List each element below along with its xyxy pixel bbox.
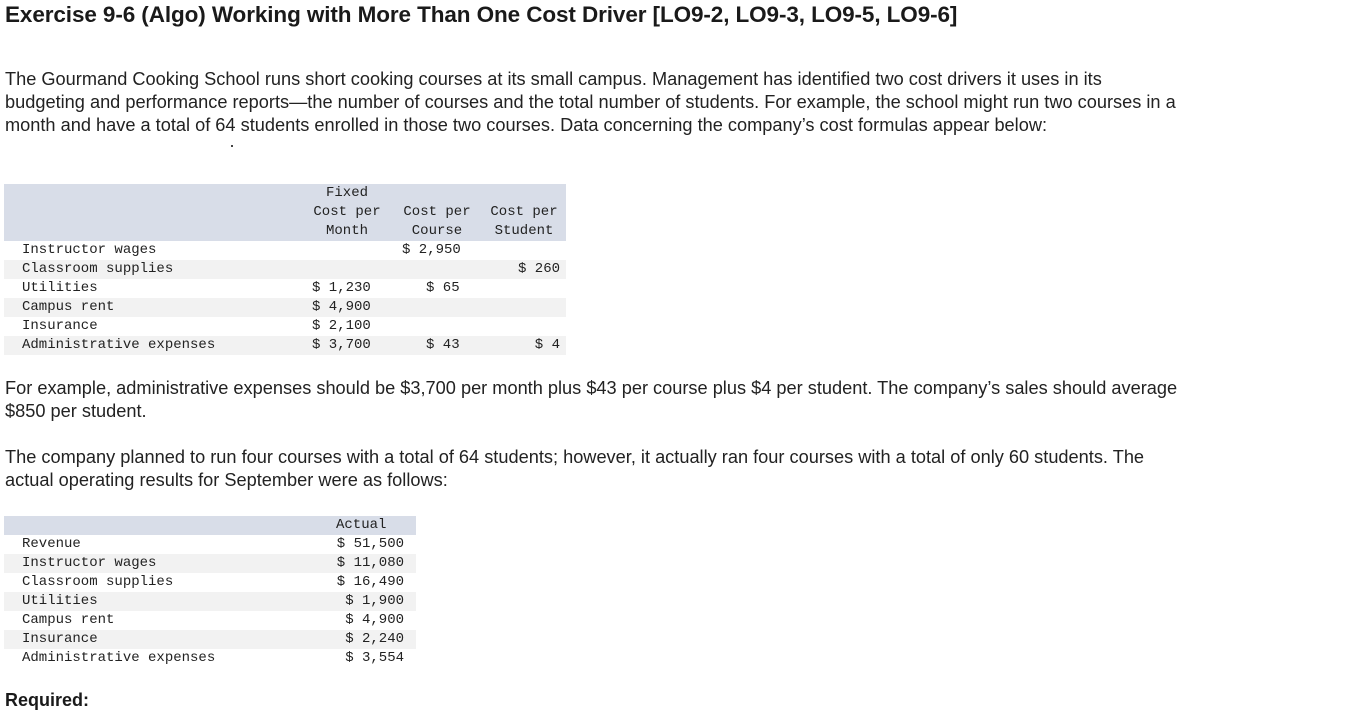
table-row: [4, 554, 416, 573]
example-paragraph: For example, administrative expenses should be $3,700 per month plus $43 per course plus $4 per student. The company’s sales should average $850 per student.: [5, 378, 1178, 421]
row-label: Classroom supplies: [22, 574, 174, 590]
header-fixed-cost-per-month: [302, 184, 392, 241]
fixed-cost-cell: $ 3,700: [312, 337, 371, 353]
actual-value-cell: $ 1,900: [345, 593, 404, 609]
fixed-cost-cell: $ 2,100: [312, 318, 371, 334]
student-cost-cell: [482, 279, 566, 298]
required-heading: Required:: [5, 690, 90, 710]
header-course-line2: Course: [411, 223, 463, 239]
row-label: Utilities: [22, 593, 98, 609]
row-label: Administrative expenses: [22, 650, 216, 666]
table-row: [4, 260, 566, 279]
row-label: Classroom supplies: [22, 261, 174, 277]
course-cost-cell: $ 2,950: [402, 242, 461, 258]
table-row: [4, 298, 566, 317]
row-label: Administrative expenses: [22, 337, 216, 353]
actual-value-cell: $ 3,554: [345, 650, 404, 666]
table-row: [4, 573, 416, 592]
fixed-cost-cell: $ 1,230: [312, 280, 371, 296]
actual-value-cell: $ 4,900: [345, 612, 404, 628]
row-label: Campus rent: [22, 299, 115, 315]
header-cost-per-course: [392, 184, 482, 241]
student-cost-cell: [482, 317, 566, 336]
table-row: [4, 611, 416, 630]
header-student-line1: Cost per: [490, 204, 558, 220]
header-cost-per-student: [482, 184, 566, 241]
header-student-line2: Student: [494, 223, 554, 239]
cost-formula-table: [4, 184, 566, 355]
student-cost-cell: $ 4: [534, 337, 560, 353]
actual-value-cell: $ 2,240: [345, 631, 404, 647]
table-row: [4, 279, 566, 298]
header-fixed-line3: Month: [325, 223, 368, 239]
header-course-line1: Cost per: [403, 204, 471, 220]
table-row: [4, 317, 566, 336]
row-label: Utilities: [22, 280, 98, 296]
header-fixed-line1: Fixed: [325, 185, 368, 201]
cost-table-header-row: [4, 184, 566, 241]
cost-table-header-blank: [4, 184, 302, 241]
table-row: [4, 592, 416, 611]
row-label: Insurance: [22, 631, 98, 647]
student-cost-cell: [482, 298, 566, 317]
course-cost-cell: $ 43: [426, 337, 460, 353]
actual-value-cell: $ 51,500: [336, 536, 404, 552]
course-cost-cell: $ 65: [426, 280, 460, 296]
fixed-cost-cell: [302, 241, 392, 260]
stray-dot: [231, 145, 233, 147]
actual-table-header-row: [4, 516, 416, 535]
table-row: [4, 630, 416, 649]
row-label: Revenue: [22, 536, 81, 552]
row-label: Campus rent: [22, 612, 115, 628]
course-cost-cell: [392, 298, 482, 317]
table-row: [4, 649, 416, 668]
table-row: [4, 336, 566, 355]
table-row: [4, 535, 416, 554]
header-fixed-line2: Cost per: [313, 204, 381, 220]
row-label: Instructor wages: [22, 242, 157, 258]
course-cost-cell: [392, 317, 482, 336]
actual-value-cell: $ 11,080: [336, 555, 404, 571]
fixed-cost-cell: [302, 260, 392, 279]
student-cost-cell: $ 260: [517, 261, 560, 277]
actual-table-header-blank: [4, 516, 326, 535]
table-row: [4, 241, 566, 260]
planned-paragraph: The company planned to run four courses with a total of 64 students; however, it actually ran four courses with a total of only 60 students. The actual operating results for September were as follows:: [5, 447, 1145, 490]
row-label: Insurance: [22, 318, 98, 334]
actual-results-table: [4, 516, 416, 668]
page-title: Exercise 9-6 (Algo) Working with More Than One Cost Driver [LO9-2, LO9-3, LO9-5, LO9-6]: [5, 2, 958, 27]
actual-value-cell: $ 16,490: [336, 574, 404, 590]
course-cost-cell: [392, 260, 482, 279]
row-label: Instructor wages: [22, 555, 157, 571]
student-cost-cell: [482, 241, 566, 260]
header-actual: Actual: [336, 517, 387, 533]
intro-paragraph: The Gourmand Cooking School runs short cooking courses at its small campus. Management has identified two cost drivers it uses in its budgeting and performance reports—the number of courses and the total number of students. For example, the school might run two courses in a month and have a total of 64 students enrolled in those two courses. Data concerning the company’s cost formulas appear below:: [5, 69, 1176, 135]
fixed-cost-cell: $ 4,900: [312, 299, 371, 315]
